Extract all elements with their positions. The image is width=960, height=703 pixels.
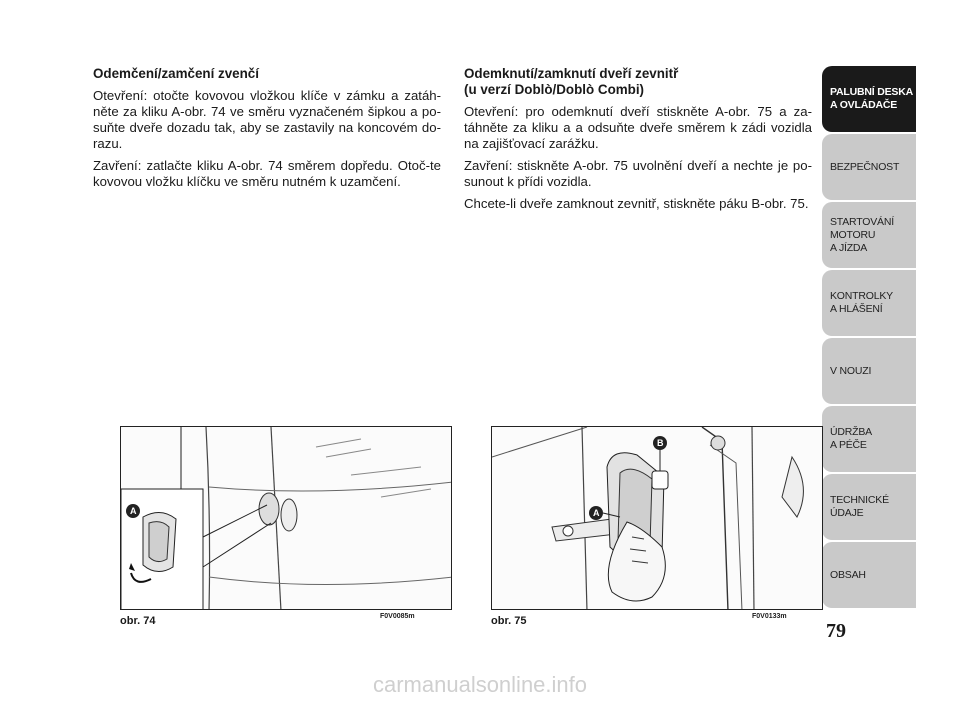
figure-74-caption: obr. 74 [120, 615, 156, 627]
chapter-tabs [822, 66, 916, 610]
figure-75 [491, 426, 823, 610]
tab-palubni-deska[interactable]: PALUBNÍ DESKA A OVLÁDAČE [822, 66, 916, 132]
page-number: 79 [826, 620, 846, 642]
right-column [464, 66, 812, 218]
heading-line-1: Odemknutí/zamknutí dveří zevnitř [464, 66, 679, 81]
section-heading-outside: Odemčení/zamčení zvenčí [93, 66, 259, 81]
paragraph-closing-inside: Zavření: stiskněte A-obr. 75 uvolnění dveří a nechte je po-sunout k přídi vozidla. [464, 158, 812, 189]
marker-a-label: A [593, 508, 600, 518]
heading-line-2: (u verzí Doblò/Doblò Combi) [464, 82, 645, 97]
left-column [93, 66, 441, 196]
marker-a-label: A [130, 506, 137, 516]
tab-bezpecnost[interactable]: BEZPEČNOST [822, 134, 916, 200]
tab-startovani[interactable]: STARTOVÁNÍ MOTORU A JÍZDA [822, 202, 916, 268]
figure-74 [120, 426, 452, 610]
paragraph-opening-inside: Otevření: pro odemknutí dveří stiskněte A-obr. 75 a za-táhněte za kliku a a odsuňte dveře směrem k zádi vozidla na zajišťovací zarážku. [464, 104, 812, 151]
section-heading-inside [464, 66, 812, 98]
interior-release-illustration [492, 427, 823, 610]
tab-kontrolky[interactable]: KONTROLKY A HLÁŠENÍ [822, 270, 916, 336]
tab-obsah[interactable]: OBSAH [822, 542, 916, 608]
paragraph-lock-inside: Chcete-li dveře zamknout zevnitř, stiskněte páku B-obr. 75. [464, 196, 809, 211]
watermark: carmanualsonline.info [372, 672, 588, 697]
paragraph-opening: Otevření: otočte kovovou vložkou klíče v zámku a zatáh-něte za kliku A-obr. 74 ve směru vyznačeném šipkou a po-suňte dveře dozadu tak, aby se zastavily na koncovém do-razu. [93, 88, 441, 151]
door-handle-illustration [121, 427, 452, 610]
figure-75-code: F0V0133m [752, 613, 787, 620]
figure-75-caption: obr. 75 [491, 615, 527, 627]
marker-b-label: B [657, 438, 664, 448]
tab-v-nouzi[interactable]: V NOUZI [822, 338, 916, 404]
tab-udrzba[interactable]: ÚDRŽBA A PÉČE [822, 406, 916, 472]
paragraph-closing: Zavření: zatlačte kliku A-obr. 74 směrem dopředu. Otoč-te kovovou vložku klíčku ve směru nutném k uzamčení. [93, 158, 441, 189]
figure-74-code: F0V0085m [380, 613, 415, 620]
tab-technicke-udaje[interactable]: TECHNICKÉ ÚDAJE [822, 474, 916, 540]
